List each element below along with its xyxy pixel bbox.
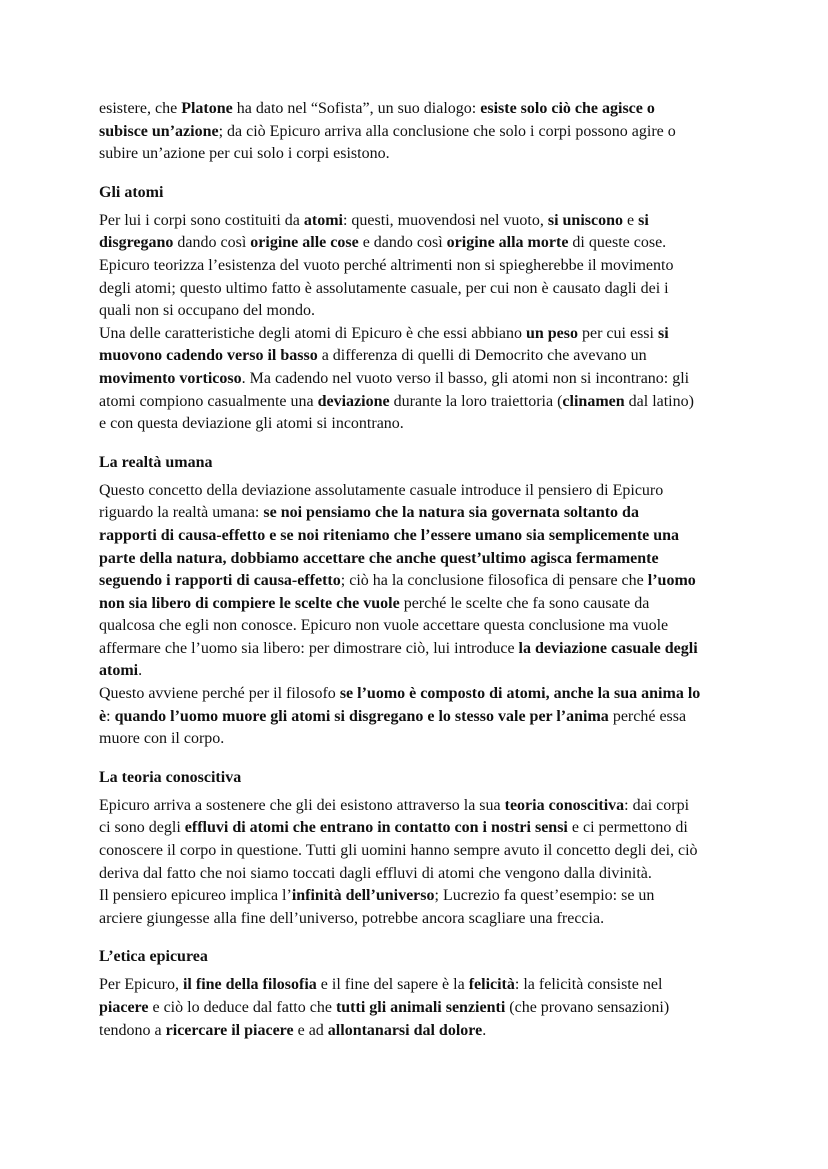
text-line: [99, 683, 749, 706]
bold-text-run: si: [657, 324, 669, 342]
text-run: e il fine del sapere è la: [316, 976, 469, 994]
text-run: tendono a: [99, 1021, 166, 1039]
text-run: dal latino): [624, 392, 694, 410]
text-run: Una delle caratteristiche degli atomi di Epicuro è che essi abbiano: [99, 324, 526, 342]
text-line: [99, 210, 749, 233]
text-line: [99, 98, 749, 121]
text-line: [99, 706, 749, 729]
text-run: Il pensiero epicureo implica l’: [99, 887, 292, 905]
text-line: [99, 502, 749, 525]
text-line: [99, 817, 749, 840]
text-line: [99, 480, 749, 503]
bold-text-run: parte della natura, dobbiamo accettare che anche quest’ultimo agisca fermamente: [99, 549, 659, 567]
text-run: : questi, muovendosi nel vuoto,: [342, 211, 548, 229]
text-run: riguardo la realtà umana:: [99, 504, 264, 522]
bold-text-run: un peso: [525, 324, 578, 342]
text-run: Questo avviene perché per il filosofo: [99, 685, 340, 703]
text-line: [99, 795, 749, 818]
bold-text-run: felicità: [468, 976, 515, 994]
bold-text-run: è: [99, 707, 107, 725]
bold-text-run: atomi: [99, 662, 139, 680]
text-run: . Ma cadendo nel vuoto verso il basso, gli atomi non si incontrano: gli: [241, 369, 690, 387]
text-line: [99, 840, 749, 863]
bold-text-run: si uniscono: [547, 211, 623, 229]
text-run: : dai corpi: [624, 796, 690, 814]
bold-text-run: subisce un’azione: [99, 122, 219, 140]
text-line: [99, 413, 749, 436]
text-run: Epicuro arriva a sostenere che gli dei esistono attraverso la sua: [99, 796, 505, 814]
text-run: (che provano sensazioni): [505, 999, 670, 1016]
text-run: perché essa: [608, 707, 687, 725]
bold-text-run: seguendo i rapporti di causa-effetto: [99, 572, 341, 590]
document-page: [99, 98, 749, 1058]
text-run: e ad: [293, 1021, 328, 1039]
text-run: a differenza di quelli di Democrito che avevano un: [317, 347, 647, 365]
text-run: .: [482, 1021, 487, 1039]
text-line: [99, 345, 749, 368]
document-section: [99, 182, 749, 436]
text-line: [99, 278, 749, 301]
bold-text-run: origine alla morte: [446, 234, 569, 252]
text-run: Questo concetto della deviazione assolutamente casuale introduce il pensiero di Epicuro: [99, 481, 664, 499]
bold-text-run: il fine della filosofia: [182, 976, 317, 994]
bold-text-run: disgregano: [99, 234, 174, 252]
text-line: [99, 1020, 749, 1043]
text-line: [99, 391, 749, 414]
bold-text-run: l’uomo: [647, 572, 696, 590]
text-run: durante la loro traiettoria (: [389, 392, 563, 410]
bold-text-run: se noi pensiamo che la natura sia governata soltanto da: [263, 504, 639, 522]
text-run: perché le scelte che fa sono causate da: [399, 594, 650, 612]
text-run: deriva dal fatto che noi siamo toccati dagli effluvi di atomi che vengono dalla divinità.: [99, 864, 652, 882]
text-line: [99, 368, 749, 391]
text-line: [99, 525, 749, 548]
bold-text-run: Platone: [181, 100, 233, 117]
text-line: [99, 255, 749, 278]
text-line: [99, 121, 749, 144]
bold-text-run: rapporti di causa-effetto e se noi riteniamo che l’essere umano sia semplicemente una: [99, 526, 680, 544]
bold-text-run: la deviazione casuale degli: [518, 639, 698, 657]
section-heading: Gli atomi: [99, 183, 164, 201]
section-heading: La realtà umana: [99, 453, 213, 471]
text-run: affermare che l’uomo sia libero: per dimostrare ciò, lui introduce: [99, 639, 519, 657]
text-line: [99, 863, 749, 886]
text-run: qualcosa che egli non conosce. Epicuro non vuole accettare questa conclusione ma vuole: [99, 617, 669, 635]
text-run: dando così: [173, 234, 251, 252]
text-run: di queste cose.: [568, 234, 667, 252]
text-line: [99, 143, 749, 166]
text-run: ha dato nel “Sofista”, un suo dialogo:: [232, 100, 481, 117]
bold-text-run: muovono cadendo verso il basso: [99, 347, 318, 365]
bold-text-run: se l’uomo è composto di atomi, anche la sua anima lo: [339, 685, 701, 703]
text-line: [99, 593, 749, 616]
text-run: ci sono degli: [99, 819, 185, 837]
bold-text-run: si: [638, 211, 649, 229]
text-run: atomi compiono casualmente una: [99, 392, 318, 410]
section-heading: L’etica epicurea: [99, 948, 208, 966]
text-run: e dando così: [358, 234, 447, 252]
text-run: conoscere il corpo in questione. Tutti gli uomini hanno sempre avuto il concetto degli dei, ciò: [99, 842, 698, 860]
text-run: ; da ciò Epicuro arriva alla conclusione che solo i corpi possono agire o: [218, 122, 676, 140]
text-line: [99, 615, 749, 638]
text-line: [99, 660, 749, 683]
text-line: [99, 232, 749, 255]
bold-text-run: origine alle cose: [250, 234, 359, 252]
text-line: [99, 300, 749, 323]
text-line: [99, 974, 749, 997]
bold-text-run: quando l’uomo muore gli atomi si disgregano e lo stesso vale per l’anima: [114, 707, 609, 725]
text-line: [99, 728, 749, 751]
document-section: [99, 946, 749, 1042]
document-section: [99, 767, 749, 931]
bold-text-run: esiste solo ciò che agisce o: [480, 100, 655, 117]
text-line: [99, 997, 749, 1020]
text-run: degli atomi; questo ultimo fatto è assolutamente casuale, per cui non è causato dagli dei i: [99, 279, 669, 297]
bold-text-run: allontanarsi dal dolore: [327, 1021, 483, 1039]
text-run: subire un’azione per cui solo i corpi esistono.: [99, 145, 390, 163]
text-line: [99, 885, 749, 908]
text-run: ; Lucrezio fa quest’esempio: se un: [434, 887, 655, 905]
text-line: [99, 908, 749, 931]
bold-text-run: ricercare il piacere: [165, 1021, 294, 1039]
text-run: : la felicità consiste nel: [514, 976, 663, 994]
section-heading: La teoria conoscitiva: [99, 768, 242, 786]
text-run: Per Epicuro,: [99, 976, 183, 994]
bold-text-run: piacere: [99, 999, 149, 1016]
text-run: e: [623, 211, 639, 229]
text-run: arciere giungesse alla fine dell’universo, potrebbe ancora scagliare una freccia.: [99, 909, 605, 927]
text-run: quali non si occupano del mondo.: [99, 302, 315, 320]
text-run: e con questa deviazione gli atomi si incontrano.: [99, 415, 404, 433]
text-run: Per lui i corpi sono costituiti da: [99, 211, 304, 229]
text-run: esistere, che: [99, 100, 182, 117]
text-run: e ciò lo deduce dal fatto che: [148, 999, 336, 1016]
document-section: [99, 98, 749, 166]
text-run: :: [106, 707, 115, 725]
bold-text-run: effluvi di atomi che entrano in contatto con i nostri sensi: [184, 819, 568, 837]
bold-text-run: teoria conoscitiva: [504, 796, 625, 814]
text-line: [99, 323, 749, 346]
text-run: per cui essi: [577, 324, 658, 342]
text-run: muore con il corpo.: [99, 730, 225, 748]
text-line: [99, 548, 749, 571]
text-line: [99, 570, 749, 593]
bold-text-run: clinamen: [562, 392, 625, 410]
bold-text-run: tutti gli animali senzienti: [335, 999, 506, 1016]
document-section: [99, 452, 749, 751]
text-run: e ci permettono di: [567, 819, 688, 837]
text-run: Epicuro teorizza l’esistenza del vuoto perché altrimenti non si spiegherebbe il movimento: [99, 256, 674, 274]
text-run: .: [138, 662, 143, 680]
bold-text-run: non sia libero di compiere le scelte che vuole: [99, 594, 400, 612]
text-run: ; ciò ha la conclusione filosofica di pensare che: [340, 572, 648, 590]
bold-text-run: movimento vorticoso: [99, 369, 242, 387]
bold-text-run: infinità dell’universo: [291, 887, 435, 905]
bold-text-run: atomi: [303, 211, 343, 229]
text-line: [99, 638, 749, 661]
bold-text-run: deviazione: [317, 392, 390, 410]
